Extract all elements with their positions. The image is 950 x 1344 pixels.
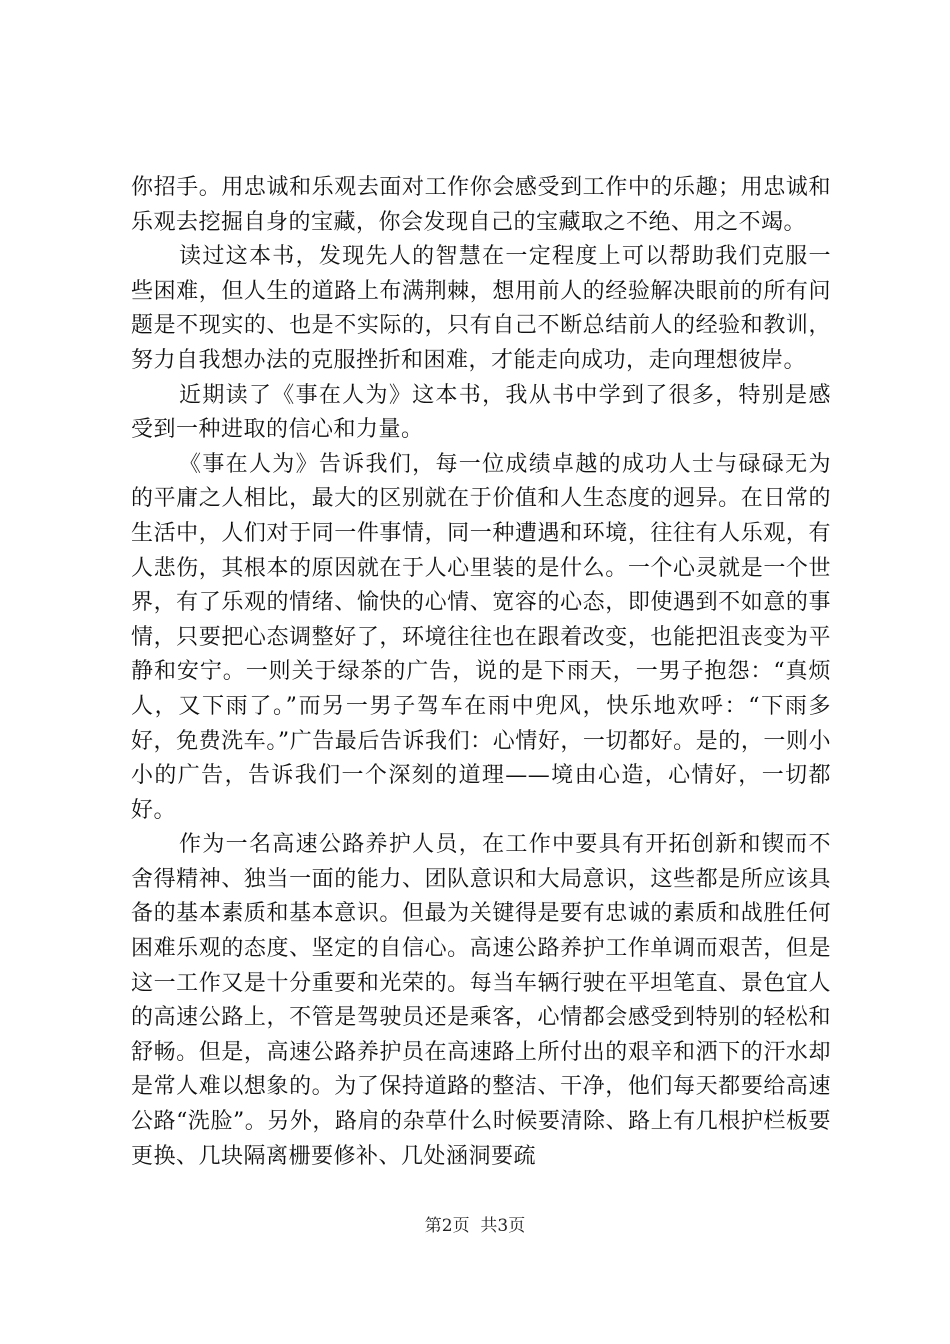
paragraph: 作为一名高速公路养护人员，在工作中要具有开拓创新和锲而不舍得精神、独当一面的能力、团队意识和大局意识，这些都是所应该具备的基本素质和基本意识。但最为关键得是要有忠诚的素质和战胜任何困难乐观的态度、坚定的自信心。高速公路养护工作单调而艰苦，但是这一工作又是十分重要和光荣的。每当车辆行驶在平坦笔直、景色宜人的高速公路上，不管是驾驶员还是乘客，心情都会感受到特别的轻松和舒畅。但是，高速公路养护员在高速路上所付出的艰辛和洒下的汗水却是常人难以想象的。为了保持道路的整洁、干净，他们每天都要给高速公路“洗脸”。另外，路肩的杂草什么时候要清除、路上有几根护栏板要更换、几块隔离栅要修补、几处涵洞要疏: [131, 832, 831, 1169]
paragraph-continued: 你招手。用忠诚和乐观去面对工作你会感受到工作中的乐趣；用忠诚和乐观去挖掘自身的宝藏，你会发现自己的宝藏取之不绝、用之不竭。: [131, 175, 831, 235]
paragraph: 近期读了《事在人为》这本书，我从书中学到了很多，特别是感受到一种进取的信心和力量。: [131, 382, 831, 443]
paragraph: 读过这本书，发现先人的智慧在一定程度上可以帮助我们克服一些困难，但人生的道路上布满荆棘，想用前人的经验解决眼前的所有问题是不现实的、也是不实际的，只有自己不断总结前人的经验和教训，努力自我想办法的克服挫折和困难，才能走向成功，走向理想彼岸。: [131, 244, 831, 373]
paragraph: 《事在人为》告诉我们，每一位成绩卓越的成功人士与碌碌无为的平庸之人相比，最大的区别就在于价值和人生态度的迥异。在日常的生活中，人们对于同一件事情，同一种遭遇和环境，往往有人乐观，有人悲伤，其根本的原因就在于人心里装的是什么。一个心灵就是一个世界，有了乐观的情绪、愉快的心情、宽容的心态，即使遇到不如意的事情，只要把心态调整好了，环境往往也在跟着改变，也能把沮丧变为平静和安宁。一则关于绿茶的广告，说的是下雨天，一男子抱怨：“真烦人，又下雨了。”而另一男子驾车在雨中兜风，快乐地欢呼：“下雨多好，免费洗车。”广告最后告诉我们：心情好，一切都好。是的，一则小小的广告，告诉我们一个深刻的道理——境由心造，心情好，一切都好。: [131, 451, 831, 823]
page-footer: 第2页 共3页: [424, 1216, 526, 1236]
document-body: [131, 171, 831, 1174]
